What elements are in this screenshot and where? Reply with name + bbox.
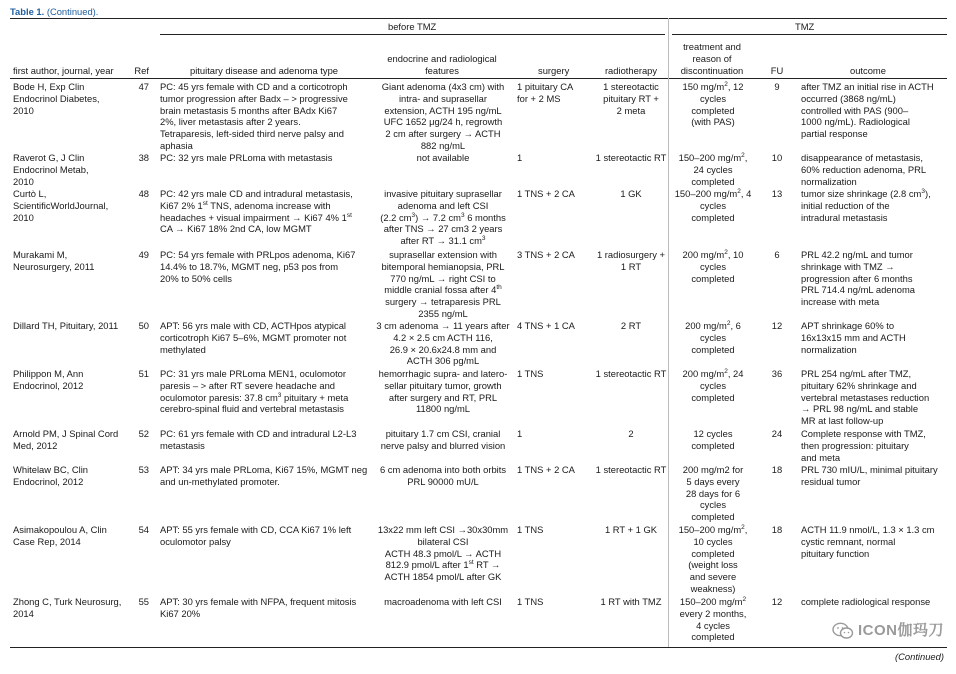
group-header-before: before TMZ (388, 21, 437, 32)
cell-endo: hemorrhagic supra- and latero- sellar pituitary tumor, growth after surgery and RT, PRL 11800 ng/mL (378, 368, 508, 415)
cell-surgery: 1 TNS (517, 368, 544, 379)
bottom-rule (10, 647, 947, 648)
cell-treat: 200 $mg/m^2$, 10 cycles completed (682, 248, 744, 284)
cell-radio: 1 stereotactic pituitary RT + 2 meta (603, 81, 659, 116)
cell-disease: PC: 31 yrs male PRLoma MEN1, oculomotor paresis – > after RT severe headache and oculomotor paresis: 37.8 $cm^3$ pituitary + meta cerebro-spinal fluid and vertebral metastasis (160, 368, 349, 415)
cell-radio: 1 stereotactic RT (595, 464, 667, 475)
cell-disease: PC: 54 yrs female with PRLpos adenoma, Ki67 14.4% to 18.7%, MGMT neg, p53 pos from 20% to 50% cells (160, 249, 356, 284)
continued-label: (Continued) (895, 651, 944, 662)
cell-ref: 54 (138, 524, 149, 535)
cell-outcome: PRL 254 ng/mL after TMZ, pituitary 62% shrinkage and vertebral metastases reduction → PRL 98 ng/mL and stable MR at last follow-up (801, 368, 930, 427)
cell-endo: 3 cm adenoma → 11 years after 4.2 × 2.5 cm ACTH 116, 26.9 × 20.6x24.8 mm and ACTH 306 pg/mL (376, 320, 510, 367)
cell-endo: pituitary 1.7 cm CSI, cranial nerve palsy and blurred vision (380, 428, 506, 451)
cell-ref: 49 (138, 249, 149, 260)
cell-ref: 38 (138, 152, 149, 163)
watermark-text: ICON伽玛刀 (858, 622, 945, 639)
cell-author: Arnold PM, J Spinal Cord Med, 2012 (13, 428, 119, 451)
cell-treat: 150–200 $mg/m^2$, 4 cycles completed (674, 187, 752, 223)
cell-outcome: after TMZ an initial rise in ACTH occurred (3868 ng/mL) controlled with PAS (900– 1000 ng/mL). Radiological partial response (801, 81, 934, 140)
cell-treat: 150–200 $mg/m^2$, 24 cycles completed (678, 151, 748, 187)
cell-treat: 150–200 $mg/m^2$ every 2 months, 4 cycles completed (679, 595, 747, 643)
header-radio: radiotherapy (604, 65, 658, 76)
header-rule (10, 78, 947, 79)
cell-surgery: 1 (517, 152, 523, 163)
cell-treat: 150 $mg/m^2$, 12 cycles completed (with PAS) (682, 80, 744, 128)
column-separator (668, 18, 669, 647)
cell-ref: 50 (138, 320, 149, 331)
cell-ref: 53 (138, 464, 149, 475)
cell-surgery: 1 (517, 428, 523, 439)
cell-outcome: disappearance of metastasis, 60% reduction adenoma, PRL normalization (801, 152, 927, 187)
cell-author: Murakami M, Neurosurgery, 2011 (13, 249, 95, 272)
cell-fu: 10 (771, 152, 783, 163)
cell-treat: 12 cycles completed (691, 428, 735, 451)
cell-disease: APT: 55 yrs female with CD, CCA Ki67 1% left oculomotor palsy (160, 524, 352, 547)
watermark (832, 620, 952, 642)
cell-fu: 12 (771, 320, 783, 331)
cell-outcome: complete radiological response (801, 596, 931, 607)
header-author: first author, journal, year (13, 65, 114, 76)
cell-author: Dillard TH, Pituitary, 2011 (13, 320, 119, 331)
cell-endo: 13x22 mm left CSI →30x30mm bilateral CSI ACTH 48.3 pmol/L → ACTH 812.9 pmol/L after 1st RT → ACTH 1854 pmol/L after GK (377, 524, 509, 583)
header-outcome: outcome (850, 65, 886, 76)
cell-surgery: 1 TNS + 2 CA (517, 464, 575, 475)
cell-radio: 1 stereotactic RT (595, 368, 667, 379)
cell-radio: 1 RT with TMZ (600, 596, 662, 607)
cell-outcome: APT shrinkage 60% to 16x13x15 mm and ACTH normalization (801, 320, 906, 355)
cell-ref: 48 (138, 188, 149, 199)
cell-fu: 9 (774, 81, 780, 92)
cell-radio: 1 GK (620, 188, 642, 199)
cell-surgery: 1 TNS + 2 CA (517, 188, 575, 199)
cell-author: Curtò L, ScientificWorldJournal, 2010 (13, 188, 109, 223)
cell-surgery: 4 TNS + 1 CA (517, 320, 575, 331)
cell-surgery: 1 TNS (517, 524, 544, 535)
cell-ref: 55 (138, 596, 149, 607)
cell-author: Bode H, Exp Clin Endocrinol Diabetes, 2010 (13, 81, 100, 116)
cell-endo: invasive pituitary suprasellar adenoma and left CSI (2.2 $cm^3) \to 7.2$ $cm^3$ 6 months after TNS → 27 cm3 2 years after RT → 31.1 $cm^3$ (380, 188, 506, 247)
cell-surgery: 1 pituitary CA for + 2 MS (517, 81, 574, 104)
group-rule-before (160, 34, 665, 35)
cell-treat: 150–200 $mg/m^2$, 10 cycles completed (weight loss and severe weakness) (678, 523, 748, 594)
table-caption-rest: (Continued). (44, 6, 99, 17)
top-rule (10, 18, 947, 19)
cell-endo: Giant adenoma (4x3 cm) with intra- and suprasellar extension, ACTH 195 ng/mL UFC 1652 μg/24 h, regrowth 2 cm after surgery → ACTH 882 ng/mL (381, 81, 505, 151)
cell-fu: 12 (771, 596, 783, 607)
cell-outcome: ACTH 11.9 nmol/L, 1.3 × 1.3 cm cystic remnant, normal pituitary function (801, 524, 935, 559)
cell-disease: APT: 30 yrs female with NFPA, frequent mitosis Ki67 20% (160, 596, 357, 619)
cell-treat: 200 mg/m2 for 5 days every 28 days for 6 cycles completed (682, 464, 744, 523)
group-rule-tmz (672, 34, 947, 35)
cell-disease: PC: 45 yrs female with CD and a corticotroph tumor progression after Badx – > progressive brain metastasis 5 months after BAdx Ki67 2%, liver metastasis after 2 years. Tetraparesis, left-sided third nerve palsy and aphasia (160, 81, 348, 151)
cell-fu: 18 (771, 464, 783, 475)
header-surgery: surgery (538, 65, 570, 76)
cell-disease: PC: 32 yrs male PRLoma with metastasis (160, 152, 333, 163)
cell-author: Philippon M, Ann Endocrinol, 2012 (13, 368, 84, 391)
cell-ref: 47 (138, 81, 149, 92)
header-endo: endocrine and radiological features (387, 53, 497, 76)
cell-outcome: PRL 730 mIU/L, minimal pituitary residual tumor (801, 464, 938, 487)
cell-radio: 2 RT (620, 320, 642, 331)
cell-endo: 6 cm adenoma into both orbits PRL 90000 mU/L (379, 464, 507, 487)
table-label: Table 1. (10, 6, 45, 17)
cell-radio: 1 stereotactic RT (595, 152, 667, 163)
cell-outcome: tumor size shrinkage (2.8 $cm^3$), initial reduction of the intradural metastasis (801, 187, 931, 223)
cell-author: Raverot G, J Clin Endocrinol Metab, 2010 (13, 152, 89, 187)
cell-fu: 6 (774, 249, 780, 260)
header-disease: pituitary disease and adenoma type (190, 65, 339, 76)
cell-radio: 2 (628, 428, 634, 439)
header-ref: Ref (134, 65, 149, 76)
cell-treat: 200 $mg/m^2$, 24 cycles completed (682, 367, 744, 403)
group-header-tmz: TMZ (795, 21, 815, 32)
header-fu: FU (770, 65, 784, 76)
header-treat: treatment and reason of discontinuation (680, 41, 744, 76)
cell-endo: suprasellar extension with bitemporal hemianopsia, PRL 770 ng/mL → right CSI to middle cranial fossa after 4th surgery → tetraparesis PRL 2355 ng/mL (381, 249, 505, 319)
cell-radio: 1 radiosurgery + 1 RT (596, 249, 665, 272)
cell-endo: macroadenoma with left CSI (384, 596, 502, 607)
cell-ref: 52 (138, 428, 149, 439)
cell-ref: 51 (138, 368, 149, 379)
cell-fu: 36 (771, 368, 783, 379)
cell-outcome: Complete response with TMZ, then progression: pituitary and meta (801, 428, 926, 463)
cell-surgery: 1 TNS (517, 596, 544, 607)
cell-disease: APT: 34 yrs male PRLoma, Ki67 15%, MGMT neg and un-methylated promoter. (160, 464, 368, 487)
cell-disease: PC: 61 yrs female with CD and intradural L2-L3 metastasis (160, 428, 357, 451)
cell-outcome: PRL 42.2 ng/mL and tumor shrinkage with TMZ → progression after 6 months PRL 714.4 ng/mL adenoma increase with meta (801, 249, 915, 308)
cell-surgery: 3 TNS + 2 CA (517, 249, 575, 260)
cell-radio: 1 RT + 1 GK (604, 524, 658, 535)
cell-disease: PC: 42 yrs male CD and intradural metastasis, Ki67 2% 1st TNS, adenoma increase with headaches + visual impairment → Ki67 4% 1st CA → Ki67 18% 2nd CA, low MGMT (160, 188, 353, 235)
cell-author: Whitelaw BC, Clin Endocrinol, 2012 (13, 464, 89, 487)
cell-endo: not available (416, 152, 470, 163)
cell-fu: 24 (771, 428, 783, 439)
wechat-icon (832, 622, 854, 640)
cell-fu: 18 (771, 524, 783, 535)
cell-disease: APT: 56 yrs male with CD, ACTHpos atypical corticotroph Ki67 5–6%, MGMT promoter not methylated (160, 320, 347, 355)
cell-fu: 13 (771, 188, 783, 199)
cell-author: Asimakopoulou A, Clin Case Rep, 2014 (13, 524, 107, 547)
cell-treat: 200 $mg/m^2$, 6 cycles completed (685, 319, 741, 355)
cell-author: Zhong C, Turk Neurosurg, 2014 (13, 596, 122, 619)
table-caption (10, 6, 98, 18)
